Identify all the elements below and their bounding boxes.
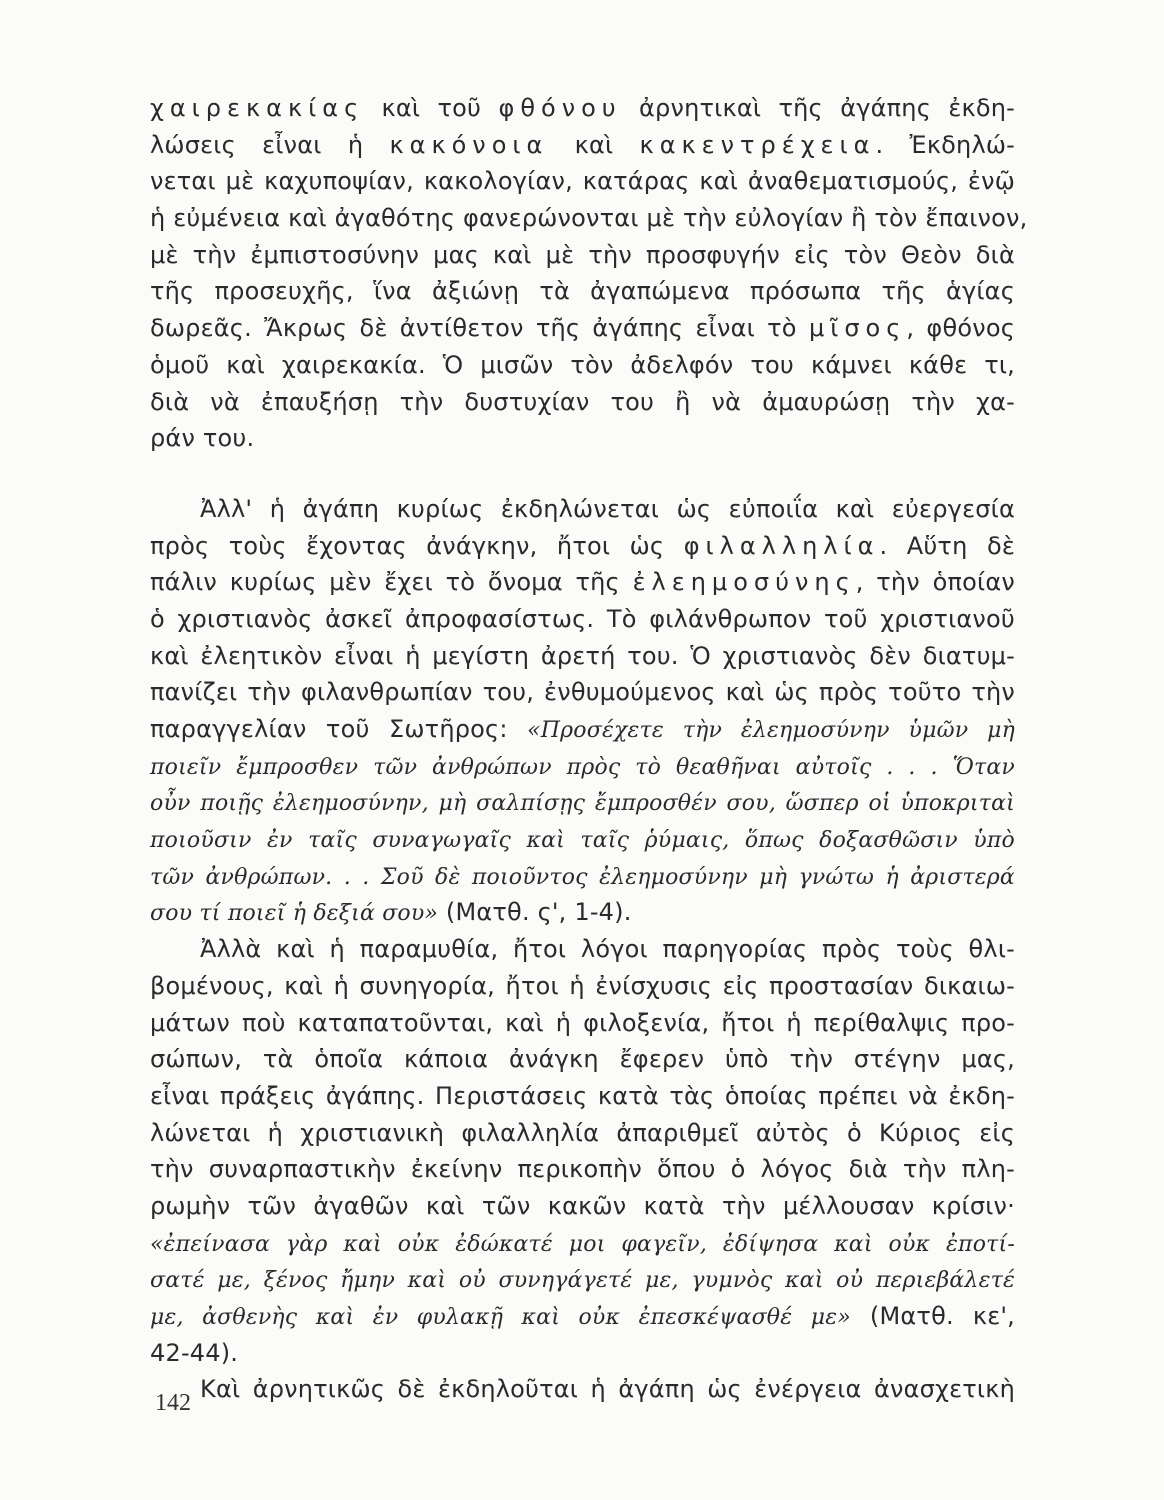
- emphasized-term: χαιρεκακίας: [150, 94, 365, 122]
- quote-text: με, ἀσθενὴς καὶ ἐν φυλακῇ καὶ οὐκ ἐπεσκέψασθέ με»: [150, 1305, 851, 1330]
- text-line: [150, 748, 1015, 785]
- text-line: [150, 1188, 1015, 1225]
- text-span: (Ματθ. κε',: [850, 1302, 1015, 1330]
- text-line: [150, 1041, 1015, 1078]
- text-line: [150, 858, 1015, 895]
- quote-text: σατέ με, ξένος ἤμην καὶ οὐ συνηγάγετέ με, γυμνὸς καὶ οὐ περιεβάλετέ: [150, 1268, 1015, 1294]
- text-span: δωρεᾶς. Ἄκρως δὲ ἀντίθετον τῆς ἀγάπης εἶναι τὸ: [150, 314, 809, 343]
- text-line: [150, 273, 1015, 310]
- text-line: [150, 1225, 1015, 1262]
- quote-text: σου τί ποιεῖ ἡ δεξιά σου»: [150, 901, 439, 927]
- page-number: 142: [155, 1390, 191, 1416]
- text-line: [150, 127, 1015, 164]
- text-line: [150, 1115, 1015, 1152]
- text-span: . Ἐκδηλώ-: [875, 130, 1016, 159]
- text-span: ἀρνητικαὶ τῆς ἀγάπης ἐκδη-: [621, 94, 1015, 122]
- text-line: [150, 564, 1015, 601]
- text-line: [150, 1078, 1015, 1115]
- emphasized-term: φθόνου: [498, 94, 622, 122]
- text-span: πάλιν κυρίως μὲν ἔχει τὸ ὄνομα τῆς: [150, 568, 633, 597]
- text-span: καὶ: [548, 130, 640, 159]
- text-line: [150, 1335, 1015, 1372]
- text-span: ὁ χριστιανὸς ἀσκεῖ ἀπροφασίστως. Τὸ φιλάνθρωπον τοῦ χριστιανοῦ: [150, 604, 1015, 633]
- text-line: [150, 163, 1015, 200]
- text-line: [150, 200, 1028, 237]
- text-line: [150, 1371, 1015, 1408]
- text-line: [150, 601, 1015, 638]
- text-line: [150, 968, 1015, 1005]
- text-span: Ἀλλὰ καὶ ἡ παραμυθία, ἤτοι λόγοι παρηγορίας πρὸς τοὺς θλι-: [200, 935, 1015, 964]
- text-span: καὶ ἐλεητικὸν εἶναι ἡ μεγίστη ἀρετή του. Ὁ χριστιανὸς δὲν διατυμ-: [150, 641, 1015, 670]
- text-line: [150, 347, 1015, 384]
- text-span: Ἀλλ' ἡ ἀγάπη κυρίως ἐκδηλώνεται ὡς εὐποιΐα καὶ εὐεργεσία: [200, 494, 1015, 523]
- body-text: [150, 90, 1028, 1408]
- text-span: μὲ τὴν ἐμπιστοσύνην μας καὶ μὲ τὴν προσφυγήν εἰς τὸν Θεὸν διὰ: [150, 240, 1015, 269]
- text-span: σώπων, τὰ ὁποῖα κάποια ἀνάγκη ἔφερεν ὑπὸ τὴν στέγην μας,: [150, 1045, 1015, 1074]
- quote-text: ποιεῖν ἔμπροσθεν τῶν ἀνθρώπων πρὸς τὸ θεαθῆναι αὐτοῖς . . . Ὅταν: [150, 754, 1015, 780]
- text-span: ἡ εὐμένεια καὶ ἀγαθότης φανερώνονται μὲ τὴν εὐλογίαν ἢ τὸν ἔπαινον,: [150, 204, 1028, 233]
- text-line: [150, 931, 1015, 968]
- text-line: [150, 784, 1015, 821]
- text-span: καὶ τοῦ: [364, 94, 499, 122]
- text-span: . Αὕτη δὲ: [879, 531, 1016, 560]
- text-span: βομένους, καὶ ἡ συνηγορία, ἤτοι ἡ ἐνίσχυσις εἰς προστασίαν δικαιω-: [150, 971, 1015, 1000]
- text-span: , τὴν ὁποίαν: [855, 568, 1015, 597]
- text-span: ὁμοῦ καὶ χαιρεκακία. Ὁ μισῶν τὸν ἀδελφόν του κάμνει κάθε τι,: [150, 350, 1015, 379]
- text-span: λώνεται ἡ χριστιανικὴ φιλαλληλία ἀπαριθμεῖ αὐτὸς ὁ Κύριος εἰς: [150, 1118, 1015, 1147]
- text-span: παραγγελίαν τοῦ Σωτῆρος:: [150, 715, 528, 743]
- text-span: , φθόνος: [906, 314, 1015, 343]
- quote-text: οὖν ποιῇς ἐλεημοσύνην, μὴ σαλπίσῃς ἔμπροσθέν σου, ὥσπερ οἱ ὑποκριταὶ: [150, 791, 1015, 817]
- text-span: (Ματθ. ς', 1-4).: [438, 898, 632, 927]
- emphasized-term: μῖσος: [808, 314, 907, 343]
- text-line: [150, 638, 1015, 675]
- text-span: πανίζει τὴν φιλανθρωπίαν του, ἐνθυμούμενος καὶ ὡς πρὸς τοῦτο τὴν: [150, 678, 1015, 707]
- text-line: [150, 528, 1015, 565]
- text-span: εἶναι πράξεις ἀγάπης. Περιστάσεις κατὰ τὰς ὁποίας πρέπει νὰ ἐκδη-: [150, 1081, 1015, 1110]
- text-line: [150, 821, 1015, 858]
- text-span: διὰ νὰ ἐπαυξήσῃ τὴν δυστυχίαν του ἢ νὰ ἀμαυρώσῃ τὴν χα-: [150, 387, 1015, 416]
- text-line: [150, 420, 1015, 457]
- text-span: τὴν συναρπαστικὴν ἐκείνην περικοπὴν ὅπου ὁ λόγος διὰ τὴν πλη-: [150, 1155, 1015, 1184]
- text-line: [150, 310, 1015, 347]
- text-span: ρωμὴν τῶν ἀγαθῶν καὶ τῶν κακῶν κατὰ τὴν μέλλουσαν κρίσιν·: [150, 1191, 1015, 1220]
- text-line: [150, 1005, 1015, 1042]
- emphasized-term: κακόνοια: [389, 130, 549, 159]
- quote-text: «Προσέχετε τὴν ἐλεημοσύνην ὑμῶν μὴ: [527, 718, 1016, 743]
- quote-text: «ἐπείνασα γὰρ καὶ οὐκ ἐδώκατέ μοι φαγεῖν, ἐδίψησα καὶ οὐκ ἐποτί-: [150, 1231, 1015, 1257]
- text-line: [150, 90, 1015, 127]
- text-line: [150, 1261, 1015, 1298]
- text-span: μάτων ποὺ καταπατοῦνται, καὶ ἡ φιλοξενία, ἤτοι ἡ περίθαλψις προ-: [150, 1008, 1015, 1037]
- text-span: 42-44).: [150, 1338, 239, 1367]
- text-line: [150, 237, 1015, 274]
- text-span: ράν του.: [150, 424, 255, 453]
- text-line: [150, 1151, 1015, 1188]
- emphasized-term: ἐλεημοσύνης: [632, 568, 856, 597]
- text-span: λώσεις εἶναι ἡ: [150, 130, 390, 159]
- quote-text: ποιοῦσιν ἐν ταῖς συναγωγαῖς καὶ ταῖς ῥύμαις, ὅπως δοξασθῶσιν ὑπὸ: [150, 828, 1015, 854]
- emphasized-term: κακεντρέχεια: [639, 130, 876, 159]
- text-span: νεται μὲ καχυποψίαν, κακολογίαν, κατάρας καὶ ἀναθεματισμούς, ἐνῷ: [150, 167, 1015, 196]
- paragraph-gap: [150, 457, 1015, 491]
- text-line: [150, 384, 1015, 421]
- text-line: [150, 711, 1015, 748]
- emphasized-term: φιλαλληλία: [683, 531, 880, 560]
- quote-text: τῶν ἀνθρώπων. . . Σοῦ δὲ ποιοῦντος ἐλεημοσύνην μὴ γνώτω ἡ ἀριστερά: [150, 864, 1015, 890]
- text-line: [150, 674, 1015, 711]
- text-span: τῆς προσευχῆς, ἵνα ἀξιώνῃ τὰ ἀγαπώμενα πρόσωπα τῆς ἁγίας: [150, 277, 1015, 306]
- text-line: [150, 1298, 1015, 1335]
- text-line: [150, 894, 1015, 931]
- text-span: Καὶ ἀρνητικῶς δὲ ἐκδηλοῦται ἡ ἀγάπη ὡς ἐνέργεια ἀνασχετικὴ: [200, 1375, 1015, 1404]
- text-span: πρὸς τοὺς ἔχοντας ἀνάγκην, ἤτοι ὡς: [150, 531, 684, 560]
- text-line: [150, 491, 1015, 528]
